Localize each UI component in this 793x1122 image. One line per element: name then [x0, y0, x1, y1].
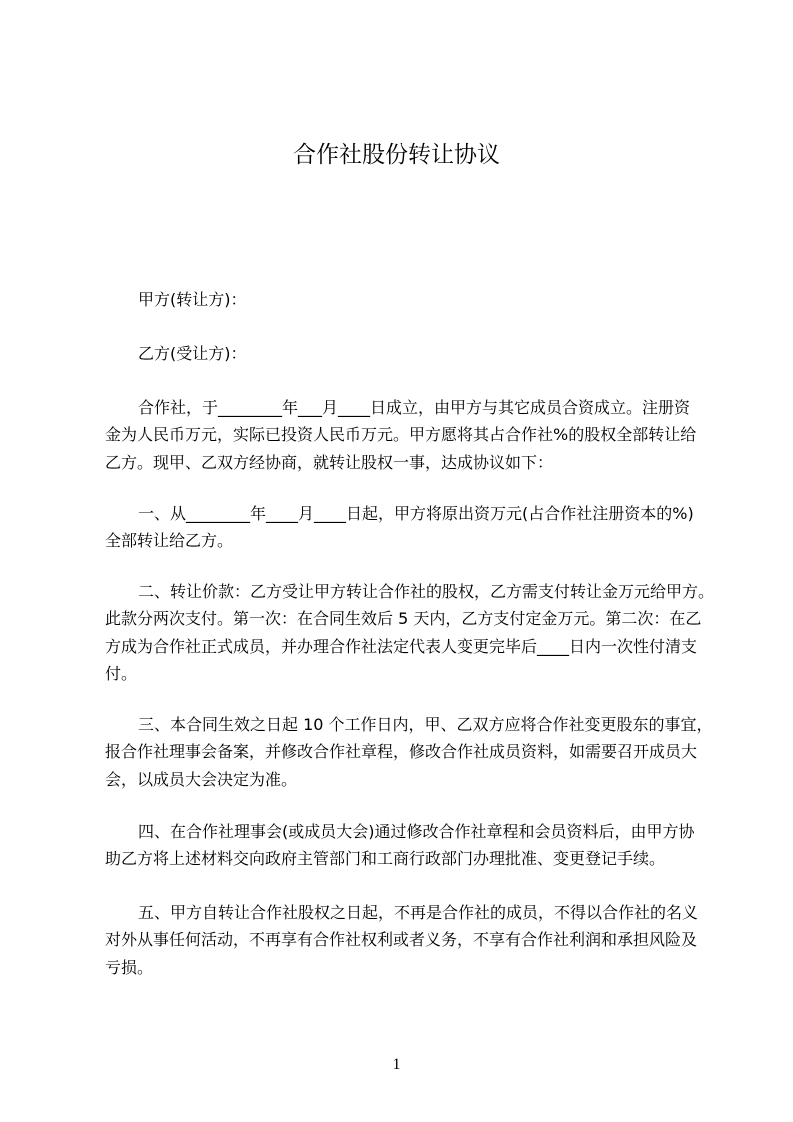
paragraph-line: 乙方。现甲、乙双方经协商，就转让股权一事，达成协议如下： — [105, 452, 554, 472]
paragraph-line: 方成为合作社正式成员，并办理合作社法定代表人变更完毕后____日内一次性付清支 — [105, 636, 698, 656]
document-title: 合作社股份转让协议 — [293, 142, 500, 168]
paragraph-line: 五、甲方自转让合作社股权之日起，不再是合作社的成员，不得以合作社的名义 — [138, 903, 699, 922]
page-number: 1 — [392, 1056, 401, 1073]
paragraph-line: 金为人民币万元，实际已投资人民币万元。甲方愿将其占合作社%的股权全部转让给 — [105, 425, 697, 445]
paragraph-line: 助乙方将上述材料交向政府主管部门和工商行政部门办理批准、变更登记手续。 — [105, 849, 666, 869]
paragraph-line: 三、本合同生效之日起 10 个工作日内，甲、乙双方应将合作社变更股东的事宜， — [138, 715, 713, 734]
paragraph-line: 一、从________年____月____日起，甲方将原出资万元(占合作社注册资本的%) — [138, 504, 694, 523]
paragraph-line: 亏损。 — [105, 957, 154, 977]
intro-paragraph — [0, 394, 793, 476]
clause-3-paragraph — [0, 711, 793, 793]
party-a-label: 甲方(转让方)： — [138, 290, 247, 309]
party-b-line — [0, 340, 793, 367]
paragraph-line: 报合作社理事会备案，并修改合作社章程，修改合作社成员资料，如需要召开成员大 — [105, 742, 698, 762]
party-b-label: 乙方(受让方)： — [138, 344, 247, 363]
paragraph-line: 四、在合作社理事会(或成员大会)通过修改合作社章程和会员资料后，由甲方协 — [138, 822, 695, 841]
clause-2-paragraph — [0, 578, 793, 688]
clause-4-paragraph — [0, 818, 793, 873]
paragraph-line: 此款分两次支付。第一次：在合同生效后 5 天内，乙方支付定金万元。第二次：在乙 — [105, 609, 702, 629]
party-a-line — [0, 286, 793, 313]
paragraph-line: 合作社，于________年___月____日成立，由甲方与其它成员合资成立。注册资 — [138, 398, 691, 417]
paragraph-line: 会，以成员大会决定为准。 — [105, 769, 298, 789]
paragraph-line: 全部转让给乙方。 — [105, 531, 234, 551]
paragraph-line: 二、转让价款：乙方受让甲方转让合作社的股权，乙方需支付转让金万元给甲方。 — [138, 582, 715, 601]
clause-1-paragraph — [0, 500, 793, 555]
clause-5-paragraph — [0, 899, 793, 981]
paragraph-line: 付。 — [105, 664, 138, 684]
paragraph-line: 对外从事任何活动，不再享有合作社权利或者义务，不享有合作社利润和承担风险及 — [105, 930, 698, 950]
